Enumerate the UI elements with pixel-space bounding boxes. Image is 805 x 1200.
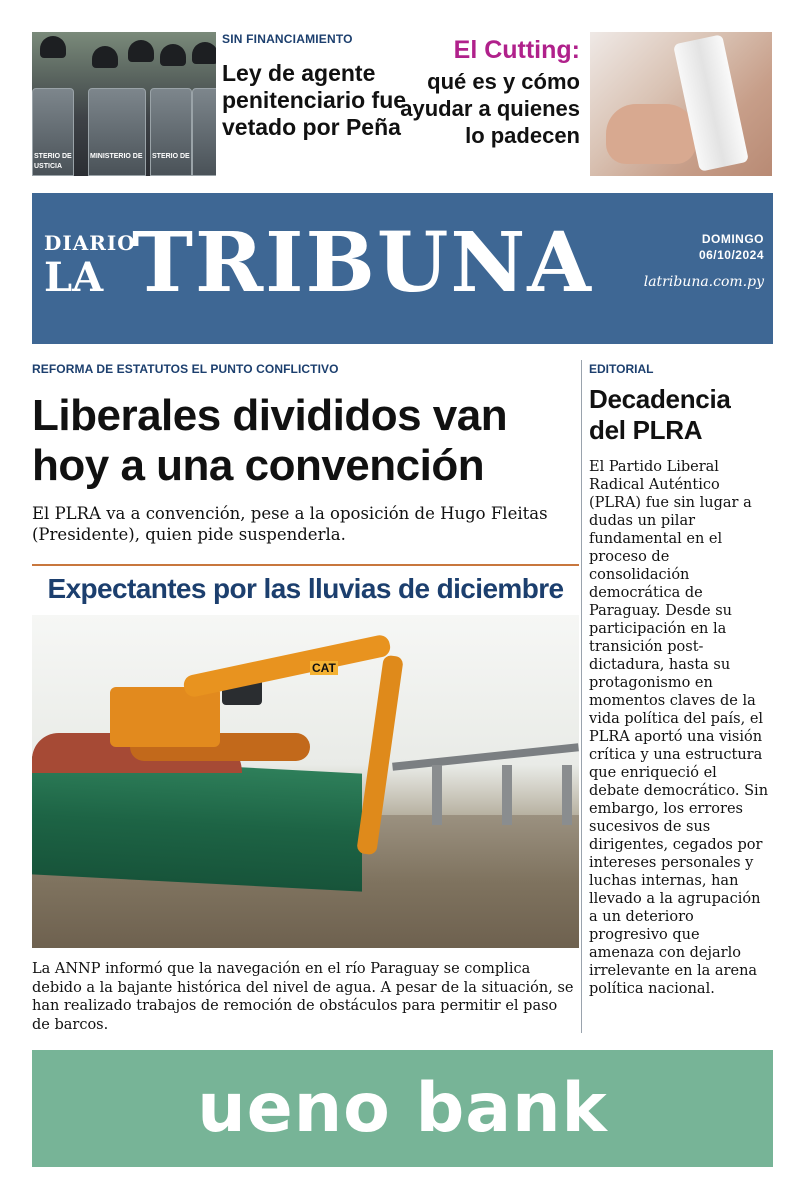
masthead-diario: DIARIO <box>44 231 136 255</box>
teaser-police-photo[interactable] <box>32 32 216 176</box>
main-story-summary: El PLRA va a convención, pese a la oposición de Hugo Fleitas (Presidente), quien pide suspenderla. <box>32 504 548 544</box>
photo-caption: La ANNP informó que la navegación en el río Paraguay se complica debido a la bajante histórica del nivel de agua. A pesar de la situación, se han realizado trabajos de remoción de obstáculos para permitir el paso de barcos. <box>32 961 574 1033</box>
bridge-shape <box>392 743 579 771</box>
masthead-website-link[interactable]: latribuna.com.py <box>643 274 764 290</box>
cat-logo-label: CAT <box>312 661 336 675</box>
shield-text: STERIO DE <box>34 153 72 160</box>
teaser-bandaged-arm-photo[interactable] <box>590 32 772 176</box>
helmet-shape <box>92 46 118 68</box>
bridge-pier <box>562 765 572 825</box>
section-divider <box>32 564 579 566</box>
helmet-shape <box>40 36 66 58</box>
masthead-la: LA <box>44 254 104 301</box>
bridge-pier <box>432 765 442 825</box>
editorial-body: El Partido Liberal Radical Auténtico (PLRA) fue sin lugar a dudas un pilar fundamental en el proceso de consolidación democrática de Paraguay. Desde su participación en la transición post-dictadura, hasta su protagonismo en momentos claves de la vida política del país, el PLRA aportó una visión crítica y una estructura que enriqueció el debate democrático. Sin embargo, los errores sucesivos de sus dirigentes, cegados por intereses personales y luchas internas, han llevado a la agrupación a un deterioro progresivo que amenaza con dejarlo irrelevante en la arena política nacional. <box>589 459 769 997</box>
ad-brand-logo[interactable]: ueno bank <box>197 1069 608 1148</box>
hand-shape <box>606 104 696 164</box>
teaser-left-kicker: SIN FINANCIAMIENTO <box>222 32 353 46</box>
shield-text: STERIO DE <box>152 153 190 160</box>
column-divider <box>581 360 582 1033</box>
main-story-kicker: REFORMA DE ESTATUTOS EL PUNTO CONFLICTIVO <box>32 362 339 376</box>
teaser-right-headline[interactable]: qué es y cómo ayudar a quienes lo padecen <box>400 69 580 148</box>
excavator-body <box>110 687 220 747</box>
riot-shield <box>192 88 216 176</box>
editorial-kicker: EDITORIAL <box>589 362 654 376</box>
bridge-pier <box>502 765 512 825</box>
riot-shield <box>150 88 192 176</box>
main-story-headline[interactable]: Liberales divididos van hoy a una convención <box>32 391 508 490</box>
shield-text: MINISTERIO DE <box>90 153 143 160</box>
masthead-logo-tribuna[interactable]: TRIBUNA <box>132 215 593 311</box>
riot-shield <box>88 88 146 176</box>
helmet-shape <box>192 42 216 64</box>
excavator-barge-photo[interactable] <box>32 615 579 948</box>
shield-text: USTICIA <box>34 163 62 170</box>
secondary-story-headline[interactable]: Expectantes por las lluvias de diciembre <box>47 573 564 604</box>
excavator-boom <box>182 633 392 698</box>
editorial-title[interactable]: Decadencia del PLRA <box>589 384 731 445</box>
barge-shape <box>32 756 362 891</box>
helmet-shape <box>160 44 186 66</box>
teaser-left-headline[interactable]: Ley de agente penitenciario fue vetado por Peña <box>222 60 407 140</box>
teaser-right-kicker: El Cutting: <box>453 36 580 64</box>
helmet-shape <box>128 40 154 62</box>
masthead-date: 06/10/2024 <box>698 248 764 262</box>
masthead-day: DOMINGO <box>701 232 764 246</box>
